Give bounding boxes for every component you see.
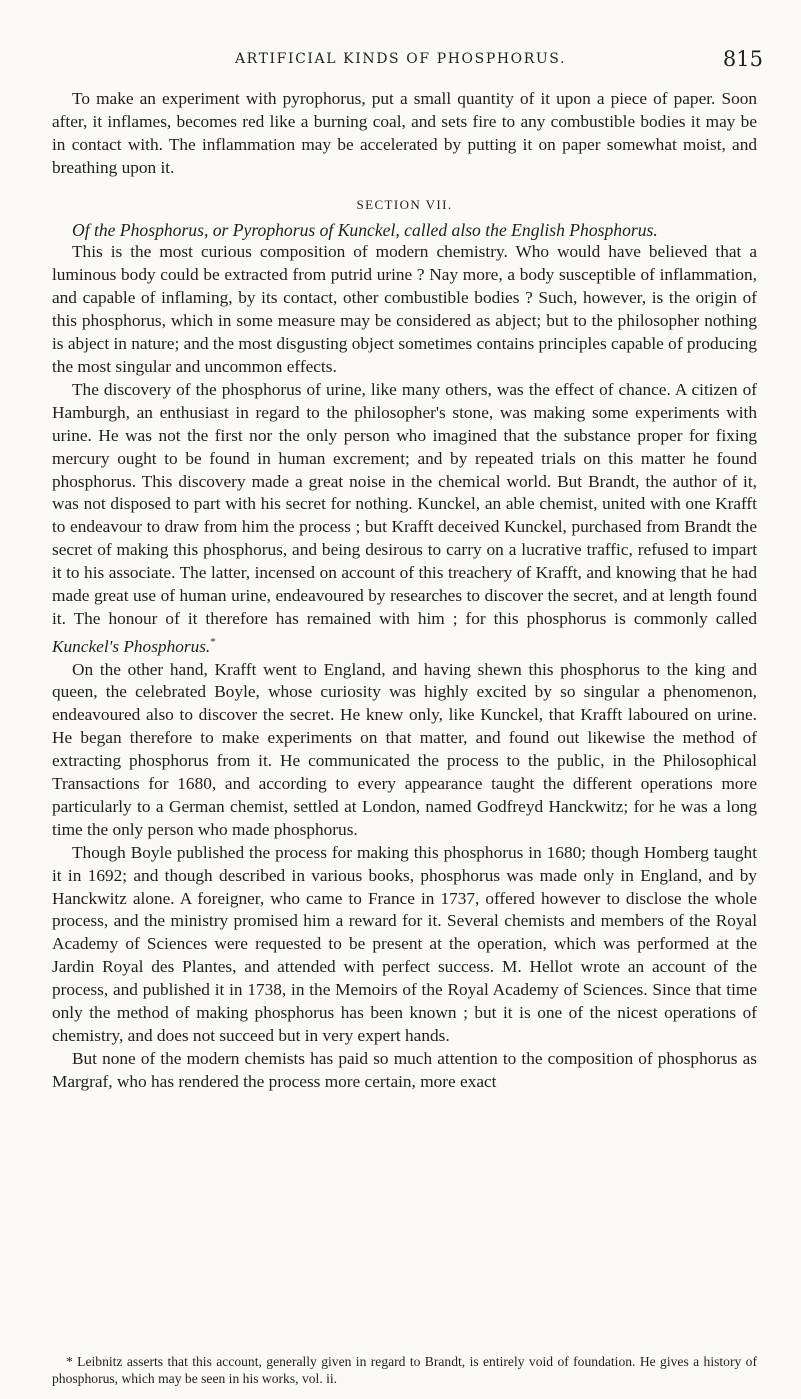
paragraph: But none of the modern chemists has paid so much attention to the composition of phosphorus as Margraf, who has rendered the process more certain, more exact — [52, 1048, 757, 1091]
footnote-marker: * — [210, 635, 216, 648]
running-title: ARTIFICIAL KINDS OF PHOSPHORUS. — [234, 51, 567, 67]
footnote-text: * Leibnitz asserts that this account, generally given in regard to Brandt, is entirely void of foundation. He gives a history of phosphorus, which may be seen in his works, vol. ii. — [52, 1354, 757, 1386]
paragraph: On the other hand, Krafft went to England, and having shewn this phosphorus to the king and queen, the celebrated Boyle, whose curiosity was highly excited by so singular a phenomenon, endeavoured also to discover the secret. He knew only, like Kunckel, that Krafft laboured on urine. He began therefore to make experiments on that matter, and found out likewise the method of extracting phosphorus from it. He communicated the process to the public, in the Philosophical Transactions for 1680, and according to every appearance taught the different operations more particularly to a German chemist, settled at London, named Godfreyd Hanckwitz; for he was a long time the only person who made phosphorus. — [52, 659, 757, 839]
paragraph-with-name — [52, 379, 757, 659]
page-number: 815 — [722, 47, 763, 71]
paragraph-intro: To make an experiment with pyrophorus, put a small quantity of it upon a piece of paper. Soon after, it inflames, becomes red like a burning coal, and sets fire to any combustible bodies it may be in contact with. The inflammation may be accelerated by putting it on paper somewhat moist, and breathing upon it. — [52, 89, 757, 177]
section-label: SECTION VII. — [356, 196, 453, 212]
paragraph: This is the most curious composition of modern chemistry. Who would have believed that a luminous body could be extracted from putrid urine ? Nay more, a body susceptible of inflammation, and capable of inflaming, by its contact, other combustible bodies ? Such, however, is the origin of this phosphorus, which in some measure may be considered as abject; but to the philosopher nothing is abject in nature; and the most disgusting object sometimes contains principles capable of producing the most singular and uncommon effects. — [52, 242, 757, 376]
body-text — [52, 88, 757, 1094]
section-title: Of the Phosphorus, or Pyrophorus of Kunckel, called also the English Phosphorus. — [72, 219, 658, 240]
footnote — [52, 1353, 757, 1387]
running-head — [0, 47, 801, 77]
paragraph: Though Boyle published the process for making this phosphorus in 1680; though Homberg taught it in 1692; and though described in various books, phosphorus was made only in England, and by Hanckwitz alone. A foreigner, who came to France in 1737, offered however to disclose the whole process, and the ministry promised him a reward for it. Several chemists and members of the Royal Academy of Sciences were requested to be present at the operation, which was performed at the Jardin Royal des Plantes, and attended with perfect success. M. Hellot wrote an account of the process, and published it in 1738, in the Memoirs of the Royal Academy of Sciences. Since that time only the method of making phosphorus has been known ; but it is one of the nicest operations of chemistry, and does not succeed but in very expert hands. — [52, 842, 757, 1046]
paragraph-text: The discovery of the phosphorus of urine, like many others, was the effect of chance. A citizen of Hamburgh, an enthusiast in regard to the philosopher's stone, was making some experiments with urine. He was not the first nor the only person who imagined that the substance proper for fixing mercury ought to be found in human excrement; and by repeated trials on this matter he found phosphorus. This discovery made a great noise in the chemical world. But Brandt, the author of it, was not disposed to part with his secret for nothing. Kunckel, an able chemist, united with one Krafft to endeavour to draw from him the process ; but Krafft deceived Kunckel, purchased from Brandt the secret of making this phosphorus, and being desirous to carry on a lucrative traffic, refused to impart it to his associate. The latter, incensed on account of this treachery of Krafft, and knowing that he had made great use of human urine, endeavoured by researches to discover the secret, and at length found it. The honour of it therefore has remained with him ; for this phosphorus is commonly called — [52, 379, 757, 628]
kunckel-phosphorus-phrase: Kunckel's Phosphorus. — [52, 636, 211, 656]
